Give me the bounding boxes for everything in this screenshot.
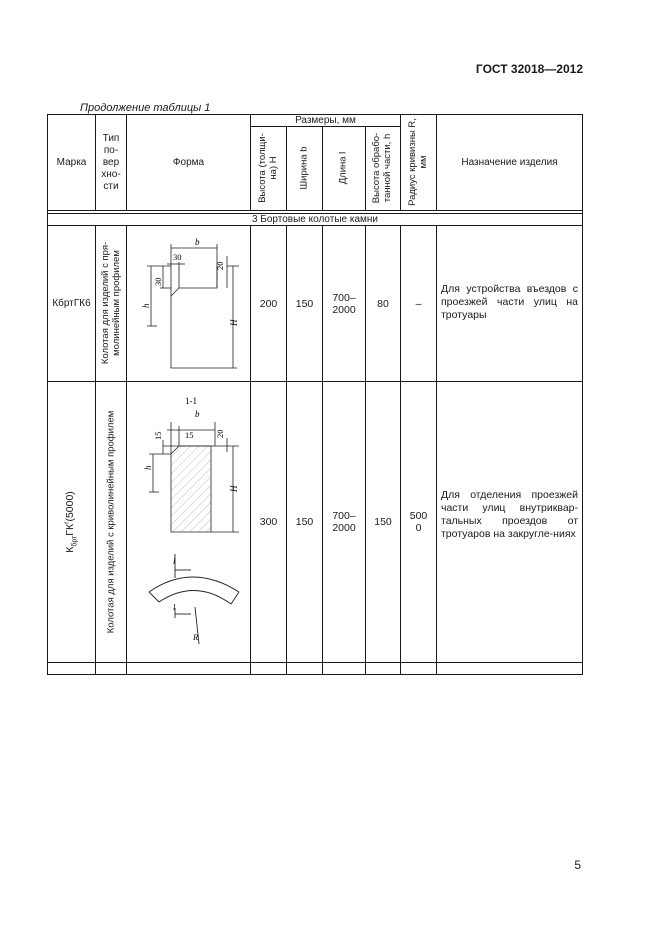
page-number: 5 <box>574 858 581 872</box>
col-header-shape: Форма <box>172 157 205 168</box>
row1-dim-b: b <box>195 237 200 247</box>
row2-dim-b: b <box>195 409 200 419</box>
col-header-purpose: Назначение изделия <box>461 157 558 168</box>
col-header-processed-height: Высота обрабо- танной части, h <box>371 132 393 204</box>
row1-dim-h: h <box>141 303 151 308</box>
row1-surface-type: Колотая для изделий с пря- молинейным профилем <box>100 241 122 365</box>
row1-dim-30a: 30 <box>173 252 182 262</box>
row2-dim-h: h <box>143 465 153 470</box>
row1-length: 700– 2000 <box>332 291 356 316</box>
row2-dim-R: R <box>193 632 199 642</box>
row1-radius: – <box>415 297 422 310</box>
section-title: 3 Бортовые колотые камни <box>251 214 379 225</box>
row2-width: 150 <box>295 516 314 528</box>
col-header-radius: Радиус кривизны R, мм <box>407 118 429 206</box>
row2-mark: $К_{брт}ГК^r(5000)$ <box>63 491 79 553</box>
row2-dim-15a: 15 <box>153 431 163 440</box>
row2-section-label: 1-1 <box>185 396 197 406</box>
col-header-width: Ширина b <box>298 146 310 190</box>
row1-mark: КбртГК6 <box>52 298 91 309</box>
row2-height: 300 <box>259 516 278 528</box>
standard-number: ГОСТ 32018—2012 <box>475 62 583 76</box>
table-caption: Продолжение таблицы 1 <box>80 102 211 114</box>
row2-radius: 500 0 <box>409 510 428 534</box>
row2-dim-l1: l <box>173 556 176 566</box>
row2-surface-type: Колотая для изделий с криволинейным профилем <box>105 410 117 634</box>
row2-dim-15b: 15 <box>185 430 194 440</box>
row2-purpose: Для отделения проезжей части улиц внутриквар-тальных проездов от тротуаров на закругле-ниях <box>441 489 578 540</box>
row2-dim-H: H <box>229 485 239 492</box>
col-header-surface-type: Тип по- вер хно- сти <box>101 132 121 192</box>
row1-dim-30b: 30 <box>153 277 163 286</box>
row2-dim-20: 20 <box>215 429 225 438</box>
row1-shape-drawing <box>127 226 250 381</box>
col-header-dimensions: Размеры, мм <box>295 115 356 126</box>
row2-dim-l2: l <box>173 602 176 612</box>
col-header-mark: Марка <box>56 157 87 168</box>
row2-shape-drawing <box>127 382 250 662</box>
col-header-length: Длина l <box>337 151 349 185</box>
row1-purpose: Для устройства въездов с проезжей части улиц на тротуары <box>441 283 578 321</box>
col-header-height: Высота (толщи- на) H <box>257 133 279 203</box>
row2-length: 700– 2000 <box>332 510 356 534</box>
row1-width: 150 <box>295 297 314 310</box>
row1-dim-H: H <box>229 319 239 326</box>
row2-processed-height: 150 <box>374 516 392 528</box>
row1-height: 200 <box>259 297 278 310</box>
row1-processed-height: 80 <box>377 297 389 310</box>
row1-dim-20: 20 <box>215 261 225 270</box>
